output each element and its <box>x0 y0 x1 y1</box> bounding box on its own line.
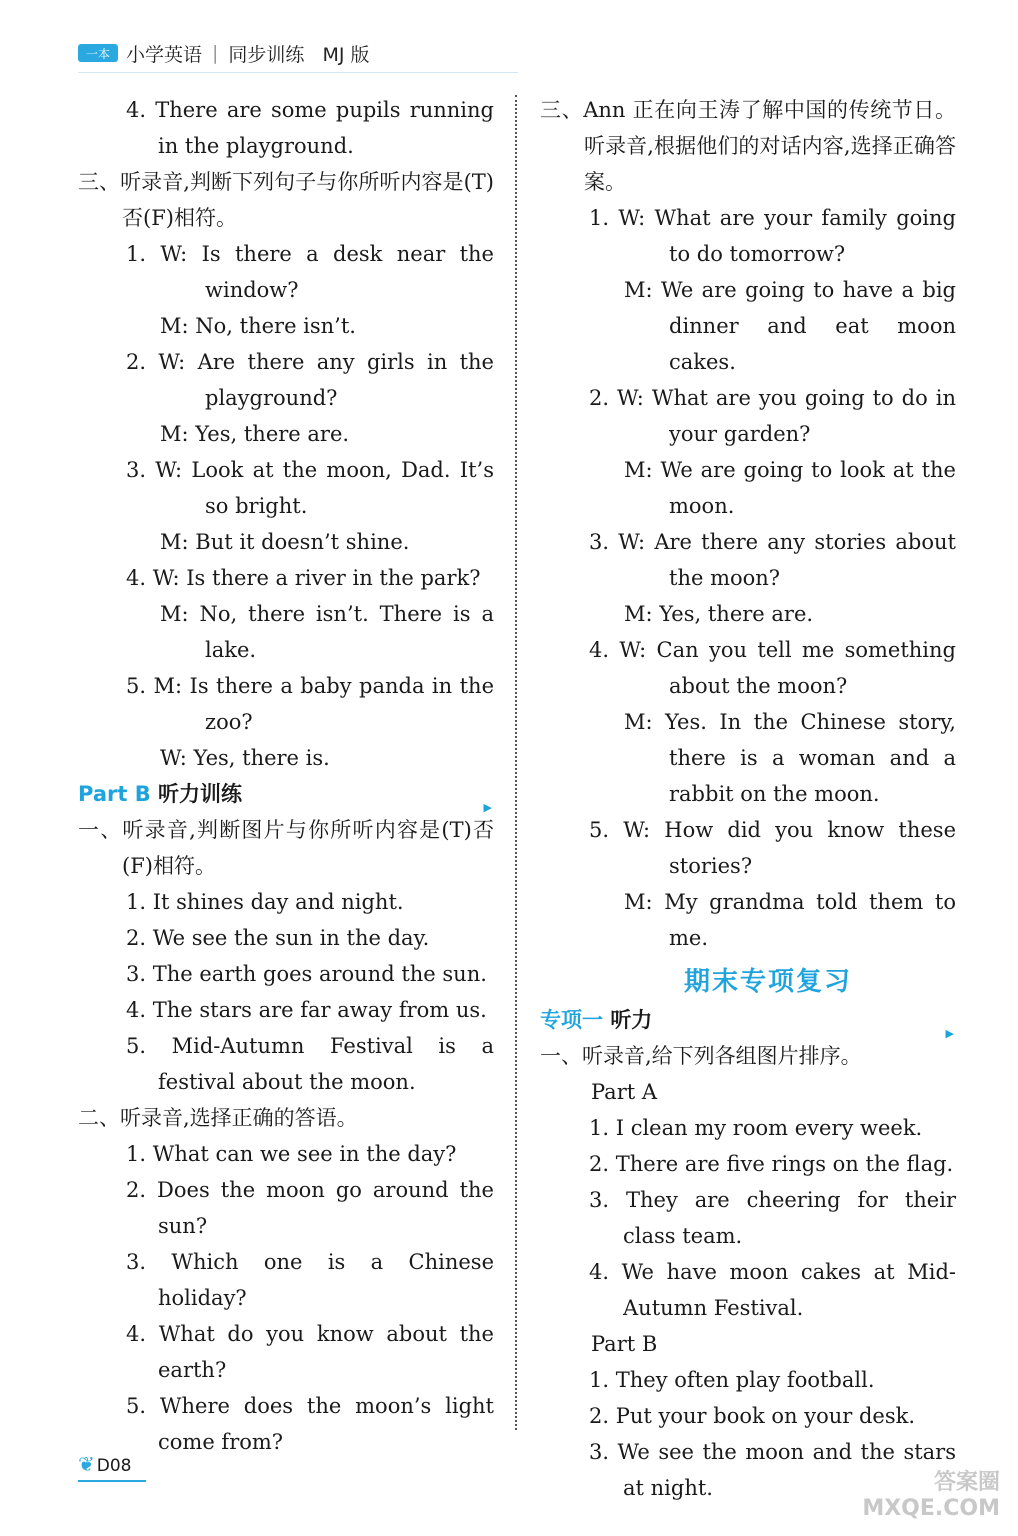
section-2-title: 二、听录音,选择正确的答语。 <box>78 1106 358 1130</box>
arrow-icon: ▶ <box>945 1027 954 1040</box>
arrow-icon: ▶ <box>483 801 492 814</box>
section-1-title: 一、听录音,给下列各组图片排序。 <box>540 1044 862 1068</box>
list-item: 5. Where does the moon’s light come from? <box>126 1394 494 1454</box>
list-item: 4. What do you know about the earth? <box>126 1322 494 1382</box>
dialog-line: 2. W: What are you going to do in your garden? <box>589 386 956 446</box>
section-3-title: 三、Ann 正在向王涛了解中国的传统节日。听录音,根据他们的对话内容,选择正确答案。 <box>540 98 956 194</box>
header-rule <box>78 72 518 73</box>
list-item: 5. Mid-Autumn Festival is a festival about the moon. <box>126 1034 494 1094</box>
header-separator: | <box>212 42 219 64</box>
dialog-line: 2. W: Are there any girls in the playground? <box>126 350 494 410</box>
dialog-line: 1. W: Is there a desk near the window? <box>126 242 494 302</box>
list-item: 4. There are some pupils running in the playground. <box>126 98 494 158</box>
list-item: 4. We have moon cakes at Mid-Autumn Festival. <box>589 1260 956 1320</box>
dialog-line: 3. W: Are there any stories about the moon? <box>589 530 956 590</box>
column-divider <box>515 95 517 1430</box>
list-item: 3. We see the moon and the stars at night. <box>589 1440 956 1500</box>
dialog-line: M: My grandma told them to me. <box>624 890 956 950</box>
part-b-label: Part B <box>591 1332 658 1356</box>
part-a-label: Part A <box>591 1080 658 1104</box>
watermark: 答案圈 MXQE.COM <box>862 1470 1000 1521</box>
list-item: 3. Which one is a Chinese holiday? <box>126 1250 494 1310</box>
footer-rule <box>78 1480 146 1482</box>
list-item: 2. Does the moon go around the sun? <box>126 1178 494 1238</box>
list-item: 3. They are cheering for their class team. <box>589 1188 956 1248</box>
series-title: 同步训练 <box>228 43 305 66</box>
topic-1-heading: 专项一 听力 ▶ <box>540 1002 956 1038</box>
dialog-line: 5. M: Is there a baby panda in the zoo? <box>126 674 494 734</box>
list-item: 1. They often play football. <box>589 1368 875 1392</box>
dialog-line: M: We are going to look at the moon. <box>624 458 956 518</box>
section-1-title: 一、听录音,判断图片与你所听内容是(T)否(F)相符。 <box>78 818 494 878</box>
right-column <box>540 92 956 1506</box>
dialog-line: M: No, there isn’t. <box>160 314 356 338</box>
dialog-line: M: We are going to have a big dinner and eat moon cakes. <box>624 278 956 374</box>
page-header <box>78 38 369 68</box>
dialog-line: 4. W: Can you tell me something about the moon? <box>589 638 956 698</box>
dialog-line: 5. W: How did you know these stories? <box>589 818 956 878</box>
dialog-line: W: Yes, there is. <box>160 746 330 770</box>
list-item: 1. I clean my room every week. <box>589 1116 923 1140</box>
dialog-line: M: Yes, there are. <box>624 602 814 626</box>
dialog-line: M: No, there isn’t. There is a lake. <box>160 602 494 662</box>
list-item: 2. There are five rings on the flag. <box>589 1152 954 1176</box>
list-item: 2. Put your book on your desk. <box>589 1404 916 1428</box>
dialog-line: 1. W: What are your family going to do tomorrow? <box>589 206 956 266</box>
page-footer <box>78 1452 132 1476</box>
dialog-line: 4. W: Is there a river in the park? <box>126 566 481 590</box>
left-column <box>78 92 494 1460</box>
part-b-heading: Part B 听力训练 ▶ <box>78 776 494 812</box>
section-3-title: 三、听录音,判断下列句子与你所听内容是(T)否(F)相符。 <box>78 170 494 230</box>
dialog-line: M: But it doesn’t shine. <box>160 530 410 554</box>
list-item: 1. What can we see in the day? <box>126 1142 457 1166</box>
book-title: 小学英语 <box>126 43 203 66</box>
list-item: 3. The earth goes around the sun. <box>126 962 487 986</box>
dialog-line: 3. W: Look at the moon, Dad. It’s so bright. <box>126 458 494 518</box>
review-title: 期末专项复习 <box>683 967 852 997</box>
page-number: D08 <box>96 1456 132 1476</box>
dialog-line: M: Yes. In the Chinese story, there is a woman and a rabbit on the moon. <box>624 710 956 806</box>
leaf-icon: ❦ <box>78 1452 95 1476</box>
brand-logo: 一本 <box>78 44 118 62</box>
dialog-line: M: Yes, there are. <box>160 422 350 446</box>
list-item: 1. It shines day and night. <box>126 890 404 914</box>
list-item: 4. The stars are far away from us. <box>126 998 487 1022</box>
edition-label: MJ 版 <box>322 43 370 66</box>
list-item: 2. We see the sun in the day. <box>126 926 430 950</box>
